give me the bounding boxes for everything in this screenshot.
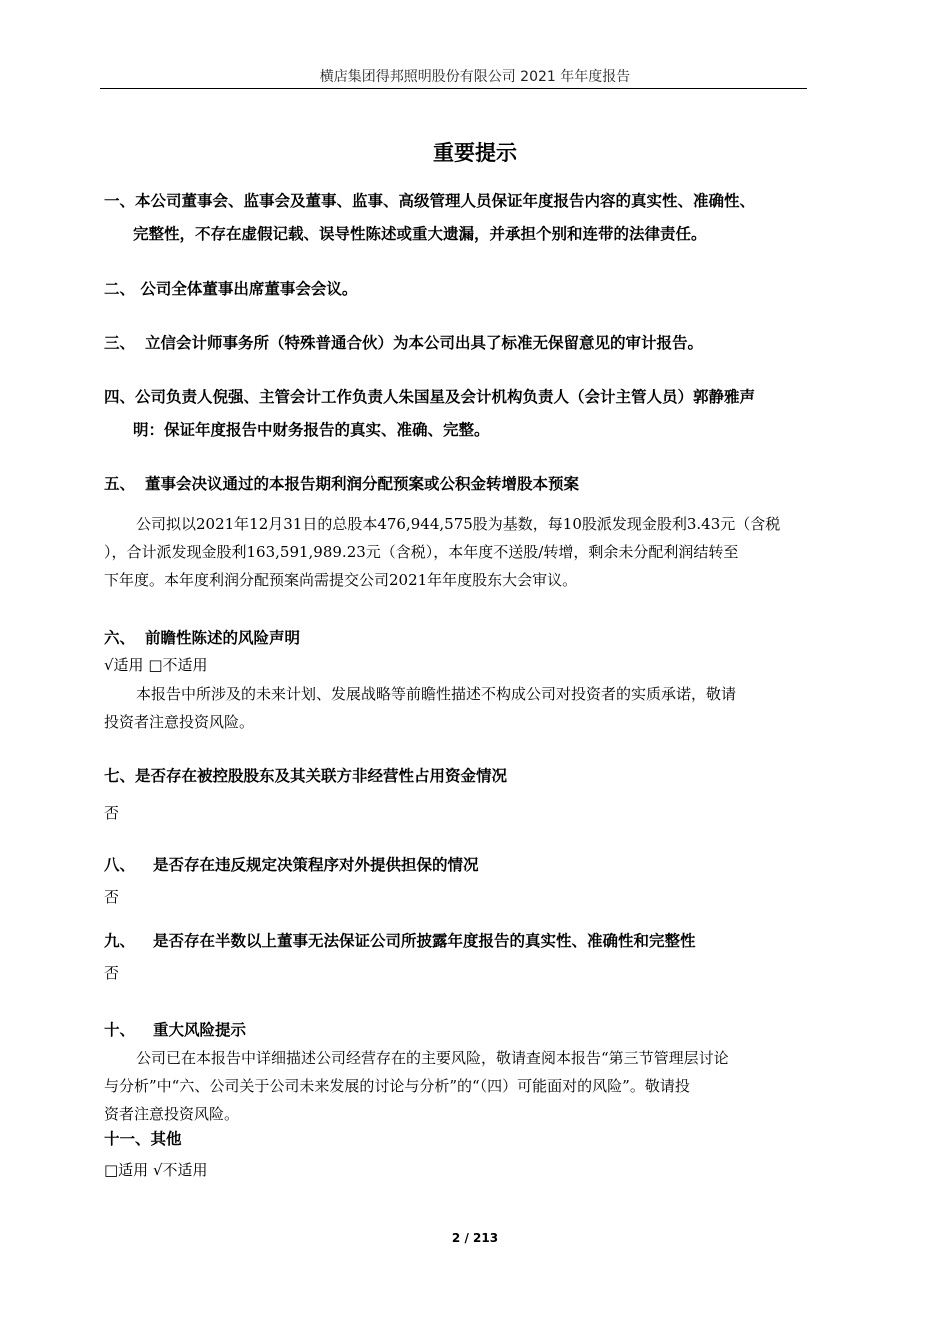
section-4-line-1: 四、公司负责人倪强、主管会计工作负责人朱国星及会计机构负责人（会计主管人员）郭静雅声 <box>104 388 756 406</box>
section-11-heading: 十一、其他 <box>104 1130 182 1148</box>
section-11-applicability: □适用 √不适用 <box>104 1161 208 1179</box>
section-3-number: 三、 <box>104 334 136 352</box>
section-9-number: 九、 <box>104 932 136 950</box>
section-6-number: 六、 <box>104 629 136 647</box>
section-8-answer: 否 <box>104 888 120 906</box>
section-3-text: 立信会计师事务所（特殊普通合伙）为本公司出具了标准无保留意见的审计报告。 <box>145 334 704 352</box>
section-7-answer: 否 <box>104 804 120 822</box>
section-9-answer: 否 <box>104 964 120 982</box>
section-10-number: 十、 <box>104 1021 136 1039</box>
section-7-heading: 七、是否存在被控股股东及其关联方非经营性占用资金情况 <box>104 767 508 785</box>
section-5-para-line-2: ），合计派发现金股利163,591,989.23元（含税），本年度不送股/转增，剩余未分配利润结转至 <box>104 543 739 561</box>
section-9-heading: 是否存在半数以上董事无法保证公司所披露年度报告的真实性、准确性和完整性 <box>153 932 696 950</box>
section-10-para-line-1: 公司已在本报告中详细描述公司经营存在的主要风险，敬请查阅本报告“第三节管理层讨论 <box>136 1049 729 1067</box>
section-10-para-line-2: 与分析”中“六、公司关于公司未来发展的讨论与分析”的“（四）可能面对的风险”。敬请投 <box>104 1077 690 1095</box>
section-1-line-2: 完整性，不存在虚假记载、误导性陈述或重大遗漏，并承担个别和连带的法律责任。 <box>133 225 707 243</box>
section-1-line-1: 一、本公司董事会、监事会及董事、监事、高级管理人员保证年度报告内容的真实性、准确性、 <box>104 192 756 210</box>
page-title: 重要提示 <box>433 141 517 165</box>
section-5-para-line-1: 公司拟以2021年12月31日的总股本476,944,575股为基数，每10股派发现金股利3.43元（含税 <box>136 515 781 533</box>
section-5-heading: 董事会决议通过的本报告期利润分配预案或公积金转增股本预案 <box>145 475 580 493</box>
section-2: 二、 公司全体董事出席董事会会议。 <box>104 280 358 298</box>
section-8-number: 八、 <box>104 856 136 874</box>
section-10-para-line-3: 资者注意投资风险。 <box>104 1105 240 1123</box>
section-6-para-line-1: 本报告中所涉及的未来计划、发展战略等前瞻性描述不构成公司对投资者的实质承诺，敬请 <box>136 685 737 703</box>
header-divider <box>100 88 807 89</box>
section-5-number: 五、 <box>104 475 136 493</box>
running-header: 横店集团得邦照明股份有限公司 2021 年年度报告 <box>319 69 631 85</box>
section-10-heading: 重大风险提示 <box>153 1021 247 1039</box>
section-6-heading: 前瞻性陈述的风险声明 <box>145 629 301 647</box>
section-5-para-line-3: 下年度。本年度利润分配预案尚需提交公司2021年年度股东大会审议。 <box>104 571 578 589</box>
section-8-heading: 是否存在违反规定决策程序对外提供担保的情况 <box>153 856 479 874</box>
page-number: 2 / 213 <box>451 1231 499 1245</box>
section-6-applicability: √适用 □不适用 <box>104 656 208 674</box>
section-4-line-2: 明：保证年度报告中财务报告的真实、准确、完整。 <box>133 421 490 439</box>
section-6-para-line-2: 投资者注意投资风险。 <box>104 713 255 731</box>
